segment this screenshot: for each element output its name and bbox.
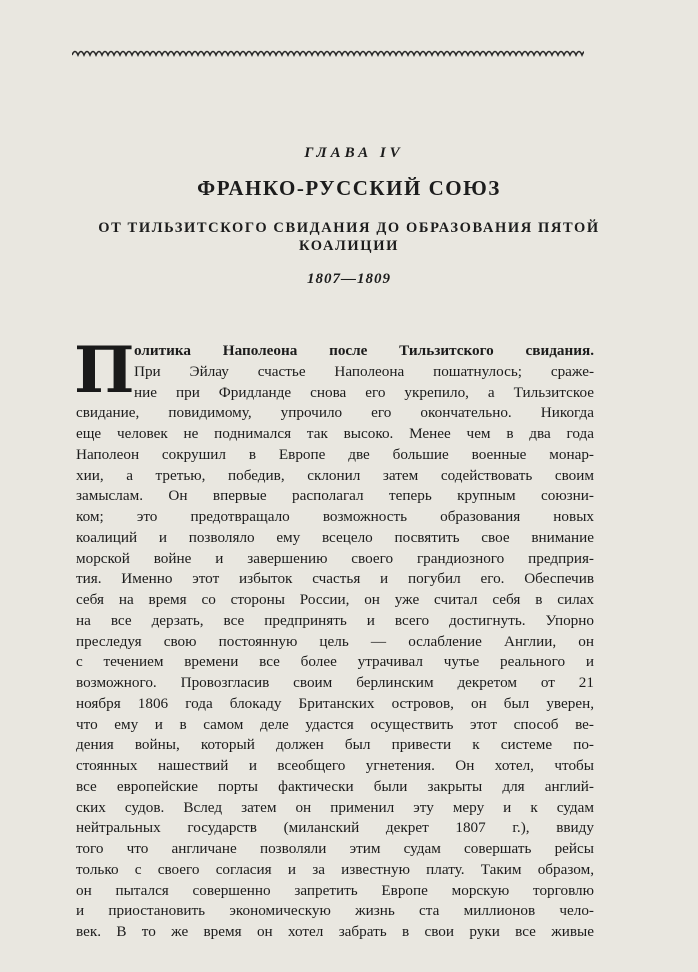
text-line: [76, 403, 594, 424]
line-text: того что англичане позволяли этим судам совершать рейсы: [76, 840, 594, 857]
line-text: возможного. Провозгласив своим берлинским декретом от 21: [76, 674, 594, 691]
text-line: [76, 901, 594, 922]
line-text: ние при Фридланде снова его укрепило, а Тильзитское: [134, 383, 594, 401]
text-line: [76, 715, 594, 736]
lead-in-text: олитика Наполеона после Тильзитского свидания.: [134, 342, 594, 359]
line-text: тия. Именно этот избыток счастья и погубил его. Обеспечив: [76, 570, 594, 588]
text-line: [76, 445, 594, 466]
text-line: [76, 590, 594, 611]
text-line: [76, 735, 594, 756]
line-text: век. В то же время он хотел забрать в свои руки все живые: [76, 923, 594, 940]
chapter-title: ФРАНКО-РУССКИЙ СОЮЗ: [197, 176, 501, 200]
line-text: стоянных нашествий и всеобщего угнетения. Он хотел, чтобы: [76, 757, 594, 774]
text-line: [76, 673, 594, 694]
line-text: что ему и в самом деле удастся осуществить этот способ ве-: [76, 715, 594, 733]
text-line: [76, 486, 594, 507]
line-text: ком; это предотвращало возможность образования новых: [76, 508, 594, 525]
line-text: ноября 1806 года блокаду Британских островов, он был уверен,: [76, 694, 594, 712]
chapter-years: 1807—1809: [307, 271, 391, 287]
text-line: [76, 881, 594, 902]
line-text: только с своего согласия и за известную плату. Таким образом,: [76, 860, 594, 878]
line-text: свидание, повидимому, упрочило его окончательно. Никогда: [76, 404, 594, 422]
text-line: [76, 569, 594, 590]
text-line: [76, 694, 594, 715]
text-line: [134, 383, 594, 404]
text-line: [76, 632, 594, 653]
line-text: он пытался совершенно запретить Европе морскую торговлю: [76, 881, 594, 899]
text-line: [76, 652, 594, 673]
text-line: [76, 756, 594, 777]
line-text: морской войне и завершению своего грандиозного предприя-: [76, 549, 594, 567]
text-line: [134, 362, 594, 383]
text-line: [76, 528, 594, 549]
text-line: [76, 777, 594, 798]
text-line: [76, 424, 594, 445]
line-text: Наполеон сокрушил в Европе две большие военные монар-: [76, 445, 594, 463]
line-text: коалиций и позволяло ему всецело посвятить свое внимание: [76, 528, 594, 546]
line-text: нейтральных государств (миланский декрет 1807 г.), ввиду: [76, 819, 594, 837]
line-text: себя на время со стороны России, он уже считал себя в силах: [76, 591, 594, 608]
text-line: [76, 839, 594, 860]
line-text: и приостановить экономическую жизнь ста миллионов чело-: [76, 902, 594, 920]
text-line: [76, 860, 594, 881]
text-line: [76, 798, 594, 819]
text-line: [76, 466, 594, 487]
ornamental-rule: [72, 44, 584, 66]
line-text: преследуя свою постоянную цель — ослабление Англии, он: [76, 632, 594, 650]
line-text: с течением времени все более утрачивал чутье реального и: [76, 653, 594, 671]
text-line: [76, 818, 594, 839]
line-text: еще человек не поднимался так высоко. Менее чем в два года: [76, 425, 594, 442]
text-line: [76, 922, 594, 943]
line-text: замыслам. Он впервые располагал теперь крупным союзни-: [76, 487, 594, 505]
body-text: [74, 333, 594, 943]
chapter-header: [0, 145, 698, 288]
drop-cap: П: [74, 333, 135, 408]
text-line: [76, 549, 594, 570]
line-text: все европейские порты фактически были закрыты для англий-: [76, 777, 594, 795]
line-text: хии, а третью, победив, склонил затем содействовать своим: [76, 466, 594, 484]
text-line: [134, 341, 594, 362]
chapter-label: ГЛАВА IV: [304, 145, 404, 161]
text-line: [76, 507, 594, 528]
line-text: дения войны, который должен был привести к системе по-: [76, 736, 594, 754]
line-text: ских судов. Вслед затем он применил эту меру и к судам: [76, 798, 594, 816]
line-text: на все дерзать, все предпринять и всего достигнуть. Упорно: [76, 611, 594, 629]
text-line: [76, 611, 594, 632]
chapter-subtitle: ОТ ТИЛЬЗИТСКОГО СВИДАНИЯ ДО ОБРАЗОВАНИЯ ПЯТОЙ КОАЛИЦИИ: [98, 220, 600, 254]
line-text: При Эйлау счастье Наполеона пошатнулось; сраже-: [134, 362, 594, 380]
